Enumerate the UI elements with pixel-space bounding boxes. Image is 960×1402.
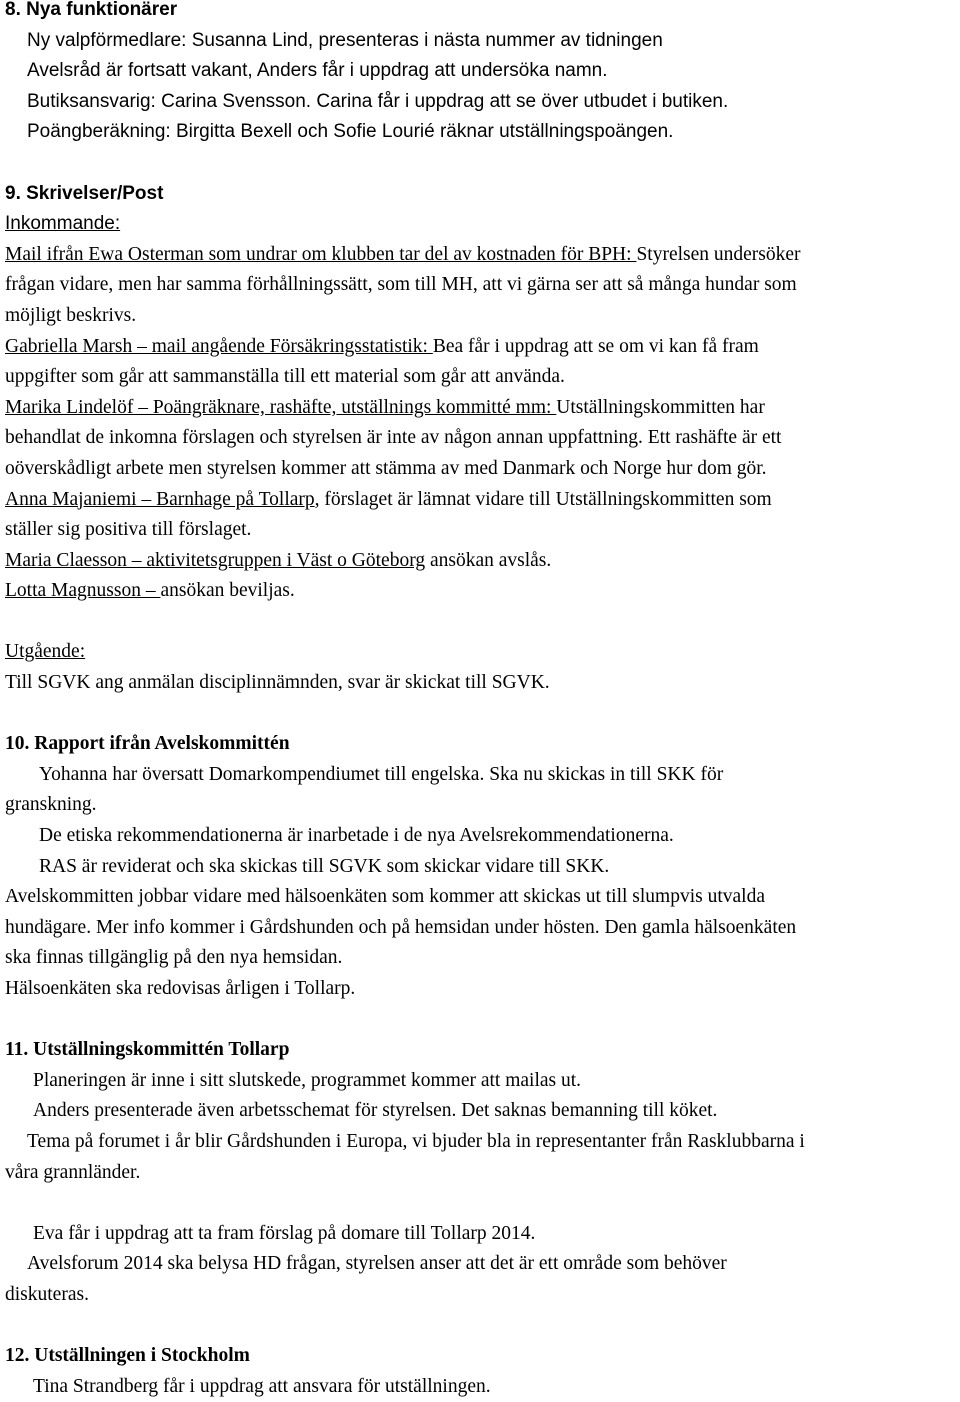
section-9-line bbox=[5, 393, 960, 424]
spacer bbox=[5, 148, 960, 179]
letter-subject: Lotta Magnusson – bbox=[5, 580, 161, 602]
letter-decision: ansökan beviljas. bbox=[160, 580, 295, 602]
section-12-heading: 12. Utställningen i Stockholm bbox=[5, 1345, 250, 1367]
section-10-line: Hälsoenkäten ska redovisas årligen i Tollarp. bbox=[5, 978, 356, 999]
section-9-line: Till SGVK ang anmälan disciplinnämnden, svar är skickat till SGVK. bbox=[5, 672, 550, 694]
section-11-line: Tema på forumet i år blir Gårdshunden i Europa, vi bjuder bla in representanter från Rasklubbarna i bbox=[27, 1130, 805, 1152]
section-8-line: Poängberäkning: Birgitta Bexell och Sofie Lourié räknar utställningspoängen. bbox=[27, 121, 674, 143]
outgoing-label: Utgående: bbox=[5, 641, 86, 663]
letter-decision: Styrelsen undersöker bbox=[636, 243, 801, 265]
section-10-line: ska finnas tillgänglig på den nya hemsidan. bbox=[5, 947, 343, 969]
letter-subject: Marika Lindelöf – Poängräknare, rashäfte, utställnings kommitté mm: bbox=[5, 396, 557, 418]
section-11-line: Planeringen är inne i sitt slutskede, programmet kommer att mailas ut. bbox=[33, 1069, 582, 1091]
section-9-line: möjligt beskrivs. bbox=[5, 304, 137, 326]
letter-decision: Utställningskommitten har bbox=[556, 396, 765, 418]
section-11-heading: 11. Utställningskommittén Tollarp bbox=[5, 1039, 290, 1061]
section-12-line: Tina Strandberg får i uppdrag att ansvara för utställningen. bbox=[33, 1375, 491, 1397]
section-8-line: Butiksansvarig: Carina Svensson. Carina får i uppdrag att se över utbudet i butiken. bbox=[27, 90, 729, 112]
spacer bbox=[5, 1188, 960, 1219]
section-10-line: Avelskommitten jobbar vidare med hälsoenkäten som kommer att skickas ut till slumpvis utvalda bbox=[5, 886, 765, 908]
letter-decision: Bea får i uppdrag att se om vi kan få fram bbox=[432, 335, 759, 357]
spacer bbox=[5, 607, 960, 638]
letter-subject: Mail ifrån Ewa Osterman som undrar om klubben tar del av kostnaden för BPH: bbox=[5, 243, 637, 265]
section-10-line: Yohanna har översatt Domarkompendiumet till engelska. Ska nu skickas in till SKK för bbox=[39, 763, 724, 785]
spacer bbox=[5, 699, 960, 730]
section-10-line: hundägare. Mer info kommer i Gårdshunden och på hemsidan under hösten. Den gamla hälsoenkäten bbox=[5, 916, 797, 938]
incoming-label: Inkommande: bbox=[5, 213, 121, 235]
section-11-line: Anders presenterade även arbetsschemat för styrelsen. Det saknas bemanning till köket. bbox=[33, 1100, 718, 1122]
letter-subject: Anna Majaniemi – Barnhage på Tollarp bbox=[5, 488, 315, 510]
letter-subject: Gabriella Marsh – mail angående Försäkringsstatistik: bbox=[5, 335, 433, 357]
section-9-line: ställer sig positiva till förslaget. bbox=[5, 519, 252, 541]
spacer bbox=[5, 1005, 960, 1036]
section-11-line: Avelsforum 2014 ska belysa HD frågan, styrelsen anser att det är ett område som behöver bbox=[27, 1253, 727, 1275]
section-10-line: RAS är reviderat och ska skickas till SGVK som skickar vidare till SKK. bbox=[39, 855, 610, 877]
section-8-line: Avelsråd är fortsatt vakant, Anders får i uppdrag att undersöka namn. bbox=[27, 60, 608, 82]
section-9-heading: 9. Skrivelser/Post bbox=[5, 182, 164, 204]
section-9-line: uppgifter som går att sammanställa till ett material som går att använda. bbox=[5, 366, 565, 388]
section-9-line: frågan vidare, men har samma förhållningssätt, som till MH, att vi gärna ser att så många hundar som bbox=[5, 274, 797, 296]
section-9-line bbox=[5, 576, 960, 607]
section-10-heading: 10. Rapport ifrån Avelskommittén bbox=[5, 733, 290, 755]
section-9-line bbox=[5, 485, 960, 516]
spacer bbox=[5, 1311, 960, 1342]
section-8-heading: 8. Nya funktionärer bbox=[5, 0, 178, 20]
section-9-line bbox=[5, 240, 960, 271]
section-9-line: oöverskådligt arbete men styrelsen kommer att stämma av med Danmark och Norge hur dom gör. bbox=[5, 457, 767, 479]
section-9-line bbox=[5, 546, 960, 577]
section-11-line: Eva får i uppdrag att ta fram förslag på domare till Tollarp 2014. bbox=[33, 1222, 536, 1244]
section-11-line: våra grannländer. bbox=[5, 1161, 141, 1183]
letter-decision: ansökan avslås. bbox=[425, 549, 552, 571]
section-9-line bbox=[5, 332, 960, 363]
section-10-line: De etiska rekommendationerna är inarbetade i de nya Avelsrekommendationerna. bbox=[39, 825, 674, 847]
letter-decision: , förslaget är lämnat vidare till Utställningskommitten som bbox=[314, 488, 772, 510]
section-11-line: diskuteras. bbox=[5, 1283, 89, 1305]
section-10-line: granskning. bbox=[5, 794, 97, 816]
letter-subject: Maria Claesson – aktivitetsgruppen i Väst o Göteborg bbox=[5, 549, 426, 571]
section-8-line: Ny valpförmedlare: Susanna Lind, presenteras i nästa nummer av tidningen bbox=[27, 29, 663, 51]
section-9-line: behandlat de inkomna förslagen och styrelsen är inte av någon annan uppfattning. Ett rashäfte är ett bbox=[5, 427, 782, 449]
